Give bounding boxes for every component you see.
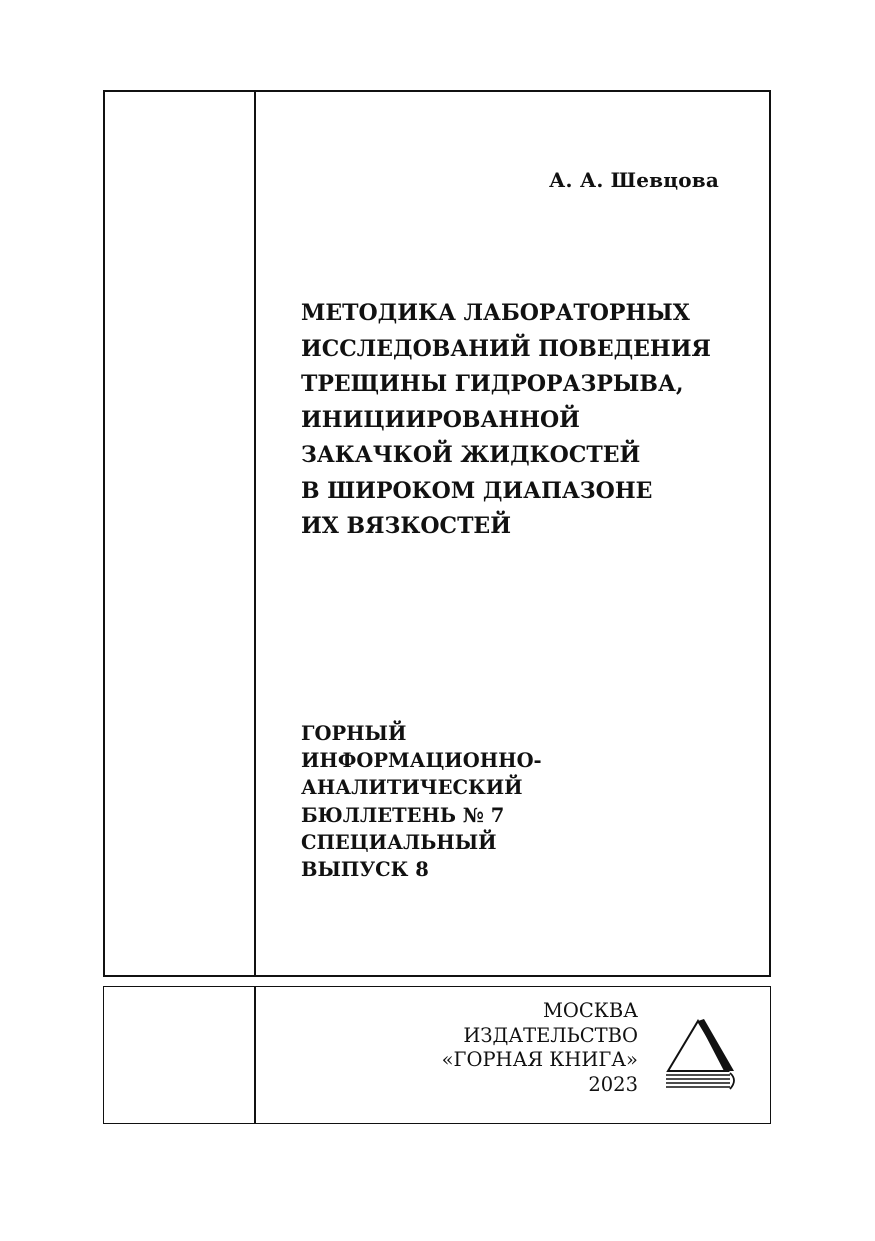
series-line: ИНФОРМАЦИОННО- — [301, 749, 542, 773]
series-name — [301, 720, 601, 883]
publication-year: 2023 — [588, 1072, 638, 1096]
title-line: ИХ ВЯЗКОСТЕЙ — [301, 513, 511, 539]
publisher-house: ИЗДАТЕЛЬСТВО — [463, 1023, 638, 1047]
publisher-name: «ГОРНАЯ КНИГА» — [441, 1048, 638, 1071]
series-line: ВЫПУСК 8 — [301, 858, 429, 882]
title-line: ИНИЦИИРОВАННОЙ — [301, 406, 580, 433]
publisher-imprint — [442, 999, 638, 1097]
imprint-frame — [103, 986, 771, 1124]
title-page-frame — [103, 90, 771, 977]
series-line: АНАЛИТИЧЕСКИЙ — [301, 776, 523, 800]
series-line: БЮЛЛЕТЕНЬ № 7 — [301, 803, 505, 827]
book-title — [301, 296, 741, 545]
title-line: МЕТОДИКА ЛАБОРАТОРНЫХ — [301, 300, 690, 326]
title-line: ТРЕЩИНЫ ГИДРОРАЗРЫВА, — [301, 371, 684, 397]
title-line: ЗАКАЧКОЙ ЖИДКОСТЕЙ — [301, 442, 641, 468]
spine-divider — [254, 92, 256, 975]
spine-divider — [254, 987, 256, 1123]
author-name: А. А. Шевцова — [549, 168, 719, 192]
title-line: В ШИРОКОМ ДИАПАЗОНЕ — [301, 477, 653, 504]
series-line: СПЕЦИАЛЬНЫЙ — [301, 830, 497, 854]
series-line: ГОРНЫЙ — [301, 722, 407, 745]
title-line: ИССЛЕДОВАНИЙ ПОВЕДЕНИЯ — [301, 335, 711, 362]
publisher-city: МОСКВА — [542, 999, 638, 1022]
mountain-book-logo-icon — [664, 1017, 738, 1093]
